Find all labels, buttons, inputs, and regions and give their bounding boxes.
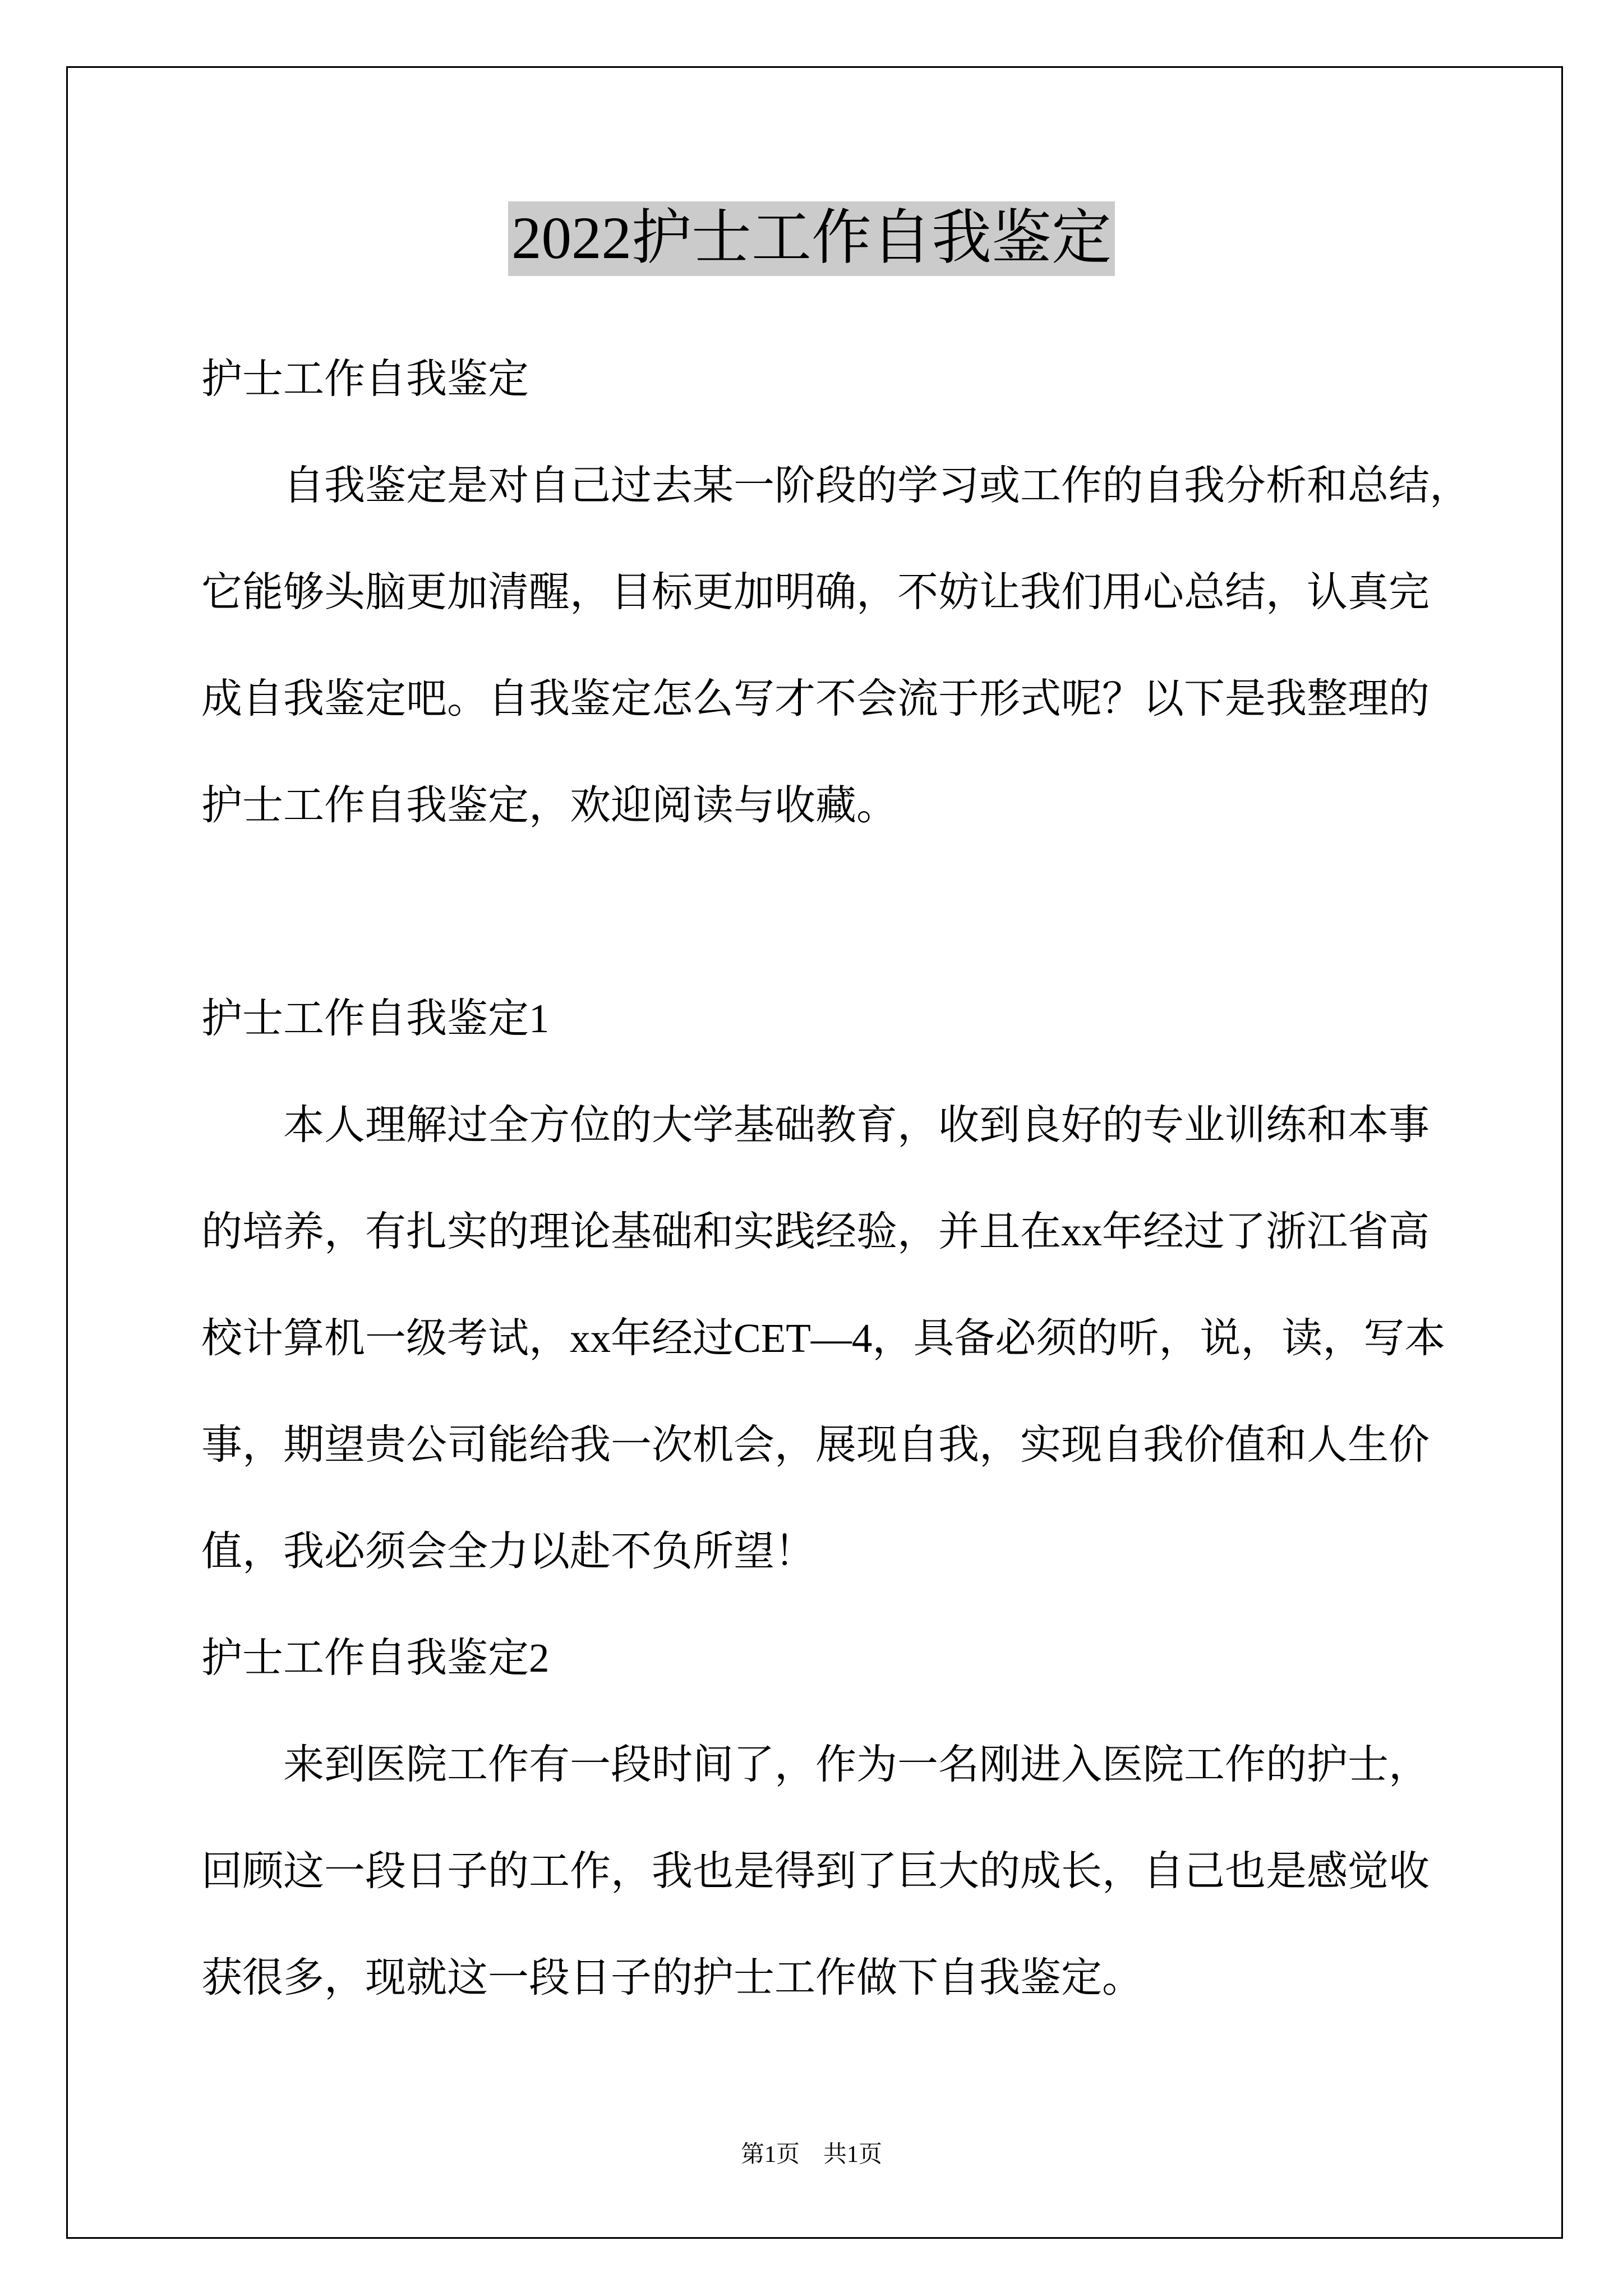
paragraph-line: 来到医院工作有一段时间了，作为一名刚进入医院工作的护士，: [283, 1742, 1430, 1787]
paragraph-line: 成自我鉴定吧。自我鉴定怎么写才不会流于形式呢？以下是我整理的: [201, 676, 1430, 721]
paragraph-line: 本人理解过全方位的大学基础教育，收到良好的专业训练和本事: [283, 1102, 1430, 1148]
paragraph-line: 自我鉴定是对自己过去某一阶段的学习或工作的自我分析和总结，: [283, 463, 1470, 508]
blank-line: [201, 859, 1430, 965]
paragraph-line: 回顾这一段日子的工作，我也是得到了巨大的成长，自己也是感觉收: [201, 1848, 1430, 1894]
paragraph-line: 获很多，现就这一段日子的护士工作做下自我鉴定。: [201, 1955, 1143, 2000]
page-footer: 第1页 共1页: [740, 2142, 882, 2168]
document-title: 2022护士工作自我鉴定: [508, 201, 1115, 276]
title-container: [0, 201, 1623, 276]
section-heading: 护士工作自我鉴定2: [201, 1635, 550, 1681]
paragraph-line: 值，我必须会全力以赴不负所望！: [201, 1529, 815, 1574]
paragraph-line: 护士工作自我鉴定，欢迎阅读与收藏。: [201, 783, 897, 828]
paragraph-line: 事，期望贵公司能给我一次机会，展现自我，实现自我价值和人生价: [201, 1422, 1430, 1467]
paragraph-line: 校计算机一级考试，xx年经过CET—4，具备必须的听，说，读，写本: [201, 1315, 1446, 1361]
paragraph-line: 它能够头脑更加清醒，目标更加明确，不妨让我们用心总结，认真完: [201, 569, 1430, 615]
document-body: [201, 326, 1470, 2031]
intro-heading: 护士工作自我鉴定: [201, 356, 529, 402]
paragraph-line: 的培养，有扎实的理论基础和实践经验，并且在xx年经过了浙江省高: [201, 1209, 1430, 1254]
section-heading: 护士工作自我鉴定1: [201, 996, 550, 1041]
